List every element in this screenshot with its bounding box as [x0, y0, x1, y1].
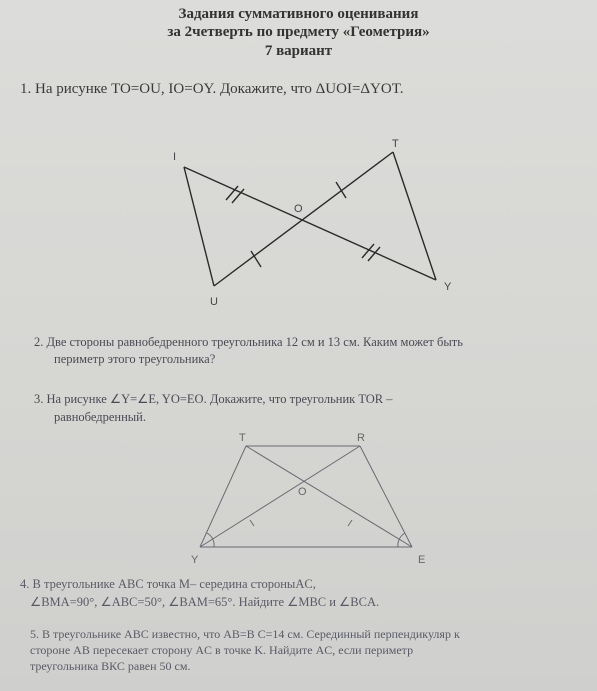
task-5-line3: треугольника ВКС равен 50 см. [30, 659, 191, 673]
segment-RE [360, 446, 412, 547]
task-5-line2: стороне AB пересекает сторону AC в точке K. Найдите AC, если периметр [30, 643, 414, 657]
segment-RY [200, 446, 360, 547]
task-4-line1: 4. В треугольнике ABC точка M– середина стороныAC, [20, 577, 316, 591]
header-title-line2: за 2четверть по предмету «Геометрия» [167, 24, 430, 40]
task-3-line2: равнобедренный. [54, 410, 146, 424]
task-4-line2: ∠BMA=90°, ∠ABC=50°, ∠BAM=65°. Найдите ∠MBC и ∠BCA. [30, 595, 380, 609]
fig2-label-Y: Y [191, 554, 199, 566]
fig2-label-E: E [418, 554, 426, 566]
fig1-label-T: T [392, 138, 399, 150]
fig2-label-R: R [357, 432, 365, 444]
fig1-label-O: O [294, 203, 303, 215]
fig1-label-Y: Y [444, 281, 452, 293]
segment-TY [200, 446, 246, 547]
fig1-label-U: U [210, 296, 218, 308]
task-2-line2: периметр этого треугольника? [54, 352, 216, 366]
fig2-label-O: O [298, 486, 307, 498]
task-5-line1: 5. В треугольнике ABC известно, что AB=B C=14 см. Серединный перпендикуляр к [30, 627, 460, 641]
task-2-line1: 2. Две стороны равнобедренного треугольника 12 см и 13 см. Каким может быть [34, 335, 463, 349]
fig2-label-T: T [239, 432, 246, 444]
tick-EO [348, 520, 352, 526]
header-title-line3: 7 вариант [264, 43, 333, 59]
header-line1-text: Задания суммативного оценивания [178, 6, 419, 22]
task-3-line1: 3. На рисунке ∠Y=∠E, YO=EO. Докажите, что треугольник TOR – [34, 392, 393, 406]
tick-YO [250, 520, 254, 526]
segment-TE [246, 446, 412, 547]
fig1-label-I: I [173, 151, 177, 163]
task-1-text: 1. На рисунке TO=OU, IO=OY. Докажите, что ΔUOI=ΔYOT. [20, 81, 404, 97]
